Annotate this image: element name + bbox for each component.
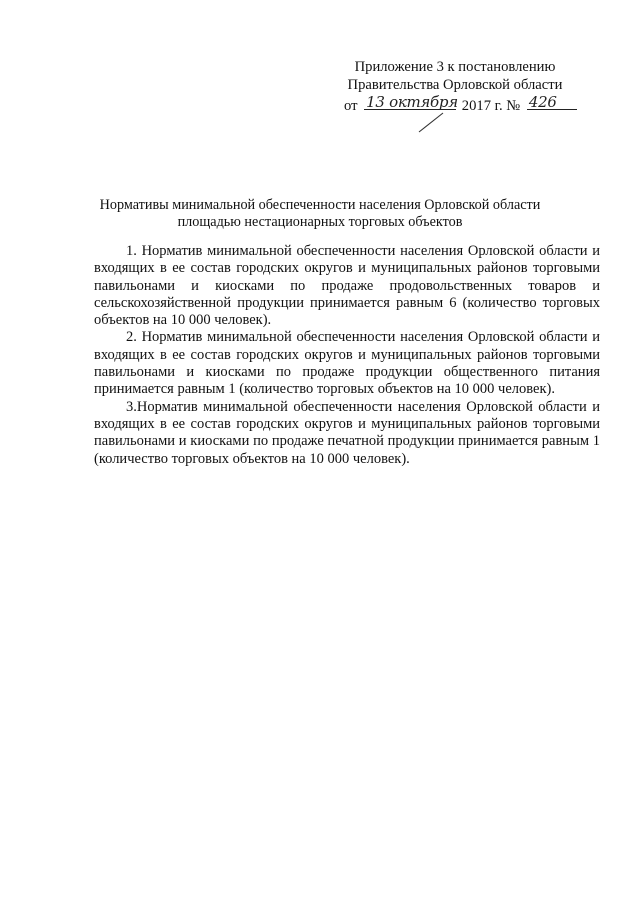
title-line-1: Нормативы минимальной обеспеченности населения Орловской области xyxy=(99,197,541,213)
year-and-number-label: 2017 г. № xyxy=(461,98,521,114)
date-field xyxy=(364,94,456,110)
annex-line-2: Правительства Орловской области xyxy=(347,77,563,93)
document-body xyxy=(94,243,600,468)
paragraph-2: 2. Норматив минимальной обеспеченности населения Орловской области и входящих в ее состав городских округов и муниципальных районов торговыми павильонами и киосками по продаже продукции общественного питания принимается равным 1 (количество торговых объектов на 10 000 человек). xyxy=(94,329,600,398)
annex-header xyxy=(330,58,580,115)
handwritten-number: 426 xyxy=(528,93,557,111)
date-prefix: от xyxy=(344,98,358,114)
signature-stroke xyxy=(415,112,475,134)
handwritten-date: 13 октября xyxy=(366,93,458,111)
title-line-2: площадью нестационарных торговых объектов xyxy=(177,214,463,230)
annex-line-1: Приложение 3 к постановлению xyxy=(354,59,556,75)
number-field xyxy=(527,94,577,110)
paragraph-1: 1. Норматив минимальной обеспеченности населения Орловской области и входящих в ее состав городских округов и муниципальных районов торговыми павильонами и киосками по продаже продовольственных товаров и сельскохозяйственной продукции принимается равным 6 (количество торговых объектов на 10 000 человек). xyxy=(94,243,600,329)
document-title xyxy=(90,197,550,231)
paragraph-3: 3.Норматив минимальной обеспеченности населения Орловской области и входящих в ее состав городских округов и муниципальных районов торговыми павильонами и киосками по продаже печатной продукции принимается равным 1 (количество торговых объектов на 10 000 человек). xyxy=(94,398,600,467)
